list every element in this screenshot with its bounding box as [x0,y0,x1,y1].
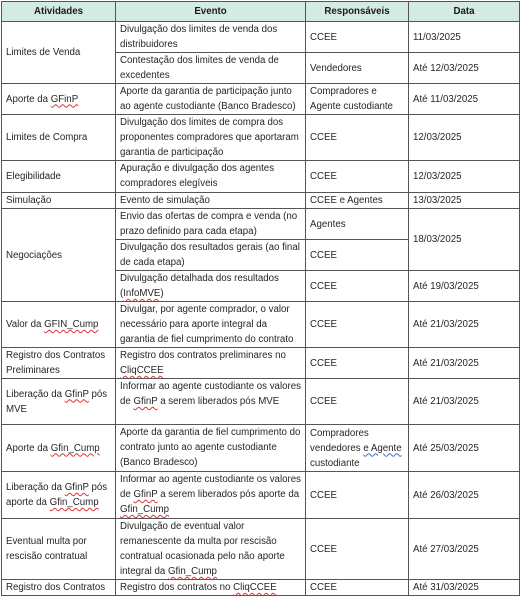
activity-cell [2,472,116,519]
table-row [2,22,520,53]
responsible-cell: CCEE [306,379,409,425]
responsible-cell: CCEE [306,115,409,161]
date-cell: 18/03/2025 [409,209,520,271]
responsible-term: e Agente [363,442,402,454]
table-row [2,425,520,472]
date-cell: Até 21/03/2025 [409,348,520,379]
activity-cell: Limites de Compra [2,115,116,161]
event-cell: Apuração e divulgação dos agentes compradores elegíveis [116,161,306,193]
responsible-text: Compradores vendedores [310,427,369,454]
activity-cell [2,84,116,115]
activity-term: GfinP [64,388,89,400]
header-row [2,2,520,22]
table-row [2,115,520,161]
responsible-cell: CCEE [306,271,409,302]
date-cell: Até 27/03/2025 [409,519,520,580]
table-row [2,84,520,115]
header-responsaveis: Responsáveis [306,2,409,22]
event-cell [116,580,306,596]
event-cell: Envio das ofertas de compra e venda (no prazo definido para cada etapa) [116,209,306,240]
header-evento: Evento [116,2,306,22]
responsible-cell: CCEE e Agentes [306,193,409,209]
event-cell [116,472,306,519]
event-text: Informar ao agente custodiante os valores de [120,474,301,500]
responsible-cell: CCEE [306,240,409,271]
activity-cell: Eventual multa por rescisão contratual [2,519,116,580]
event-term: GfinP [133,396,158,407]
event-cell: Divulgar, por agente comprador, o valor necessário para aporte integral da garantia de fiel cumprimento do contrato [116,302,306,348]
event-term: GfinP [133,489,158,500]
responsible-cell: Compradores e Agente custodiante [306,84,409,115]
table-row [2,302,520,348]
responsible-cell: CCEE [306,302,409,348]
activity-cell: Elegibilidade [2,161,116,193]
event-cell [116,379,306,425]
responsible-cell: CCEE [306,22,409,53]
event-cell: Divulgação dos limites de venda dos distribuidores [116,22,306,53]
responsible-text: custodiante [310,457,360,469]
table-row [2,580,520,596]
date-cell: Até 21/03/2025 [409,302,520,348]
date-cell: Até 11/03/2025 [409,84,520,115]
activity-text: Aporte da [6,93,51,105]
activity-term: GFinP [50,93,79,105]
activity-cell [2,425,116,472]
activity-term: GfinP [64,482,89,493]
responsible-cell: CCEE [306,348,409,379]
event-cell: Divulgação dos limites de compra dos proponentes compradores que aportaram garantia de participação [116,115,306,161]
activity-term: Gfin_Cump [49,497,99,508]
event-term: CliqCCEE [233,582,277,593]
table-row [2,519,520,580]
activity-cell: Registro dos Contratos [2,580,116,596]
table-row [2,161,520,193]
header-atividades: Atividades [2,2,116,22]
date-cell: 11/03/2025 [409,22,520,53]
event-cell: Evento de simulação [116,193,306,209]
table-row [2,379,520,425]
activity-text: Aporte da [6,442,51,454]
schedule-table [1,1,520,596]
date-cell: Até 31/03/2025 [409,580,520,596]
responsible-cell: CCEE [306,161,409,193]
activity-text: pós MVE [6,388,108,415]
date-cell: Até 26/03/2025 [409,472,520,519]
event-text: Registro dos contratos no [120,582,234,593]
event-text: a serem liberados pós MVE [157,396,280,407]
event-text: a serem liberados pós aporte da [157,489,300,500]
event-text: Divulgação detalhada dos resultados ( [120,273,279,299]
activity-cell: Simulação [2,193,116,209]
responsible-cell [306,425,409,472]
activity-text: Valor da [6,319,45,330]
event-text: Divulgação de eventual valor remanescente da multa por rescisão contratual ocasionada pelo não aporte integral da [120,521,285,577]
activity-cell [2,302,116,348]
date-cell: 13/03/2025 [409,193,520,209]
event-cell: Divulgação dos resultados gerais (ao final de cada etapa) [116,240,306,271]
activity-text: Liberação da [6,482,65,493]
activity-cell: Negociações [2,209,116,302]
event-cell: Aporte da garantia de participação junto ao agente custodiante (Banco Bradesco) [116,84,306,115]
date-cell: Até 21/03/2025 [409,379,520,425]
event-text: Informar ao agente custodiante os valores de [120,381,301,407]
table-row [2,193,520,209]
event-cell [116,348,306,379]
table-row [2,472,520,519]
event-text: Registro dos contratos preliminares no [120,350,286,361]
date-cell: Até 25/03/2025 [409,425,520,472]
activity-cell: Registro dos Contratos Preliminares [2,348,116,379]
activity-term: GFIN_Cump [44,319,99,330]
event-cell: Contestação dos limites de venda de excedentes [116,53,306,84]
table-row [2,209,520,240]
date-cell: 12/03/2025 [409,161,520,193]
date-cell: Até 12/03/2025 [409,53,520,84]
responsible-cell: Vendedores [306,53,409,84]
event-cell: Aporte da garantia de fiel cumprimento do contrato junto ao agente custodiante (Banco Bradesco) [116,425,306,472]
date-cell: Até 19/03/2025 [409,271,520,302]
event-cell [116,271,306,302]
date-cell: 12/03/2025 [409,115,520,161]
event-term: Gfin_Cump [167,566,217,577]
responsible-cell: CCEE [306,472,409,519]
header-data: Data [409,2,520,22]
event-term: CliqCCEE [120,365,164,376]
activity-cell [2,379,116,425]
responsible-cell: Agentes [306,209,409,240]
event-text: ) [160,288,164,299]
activity-text: pós aporte da [6,482,108,508]
table-row [2,348,520,379]
event-term: Gfin_Cump [120,504,169,515]
activity-term: Gfin_Cump [50,442,100,454]
responsible-cell: CCEE [306,519,409,580]
activity-text: Liberação da [6,388,65,400]
responsible-cell: CCEE [306,580,409,596]
event-cell [116,519,306,580]
event-term: InfoMVE [123,288,161,299]
activity-cell: Limites de Venda [2,22,116,84]
